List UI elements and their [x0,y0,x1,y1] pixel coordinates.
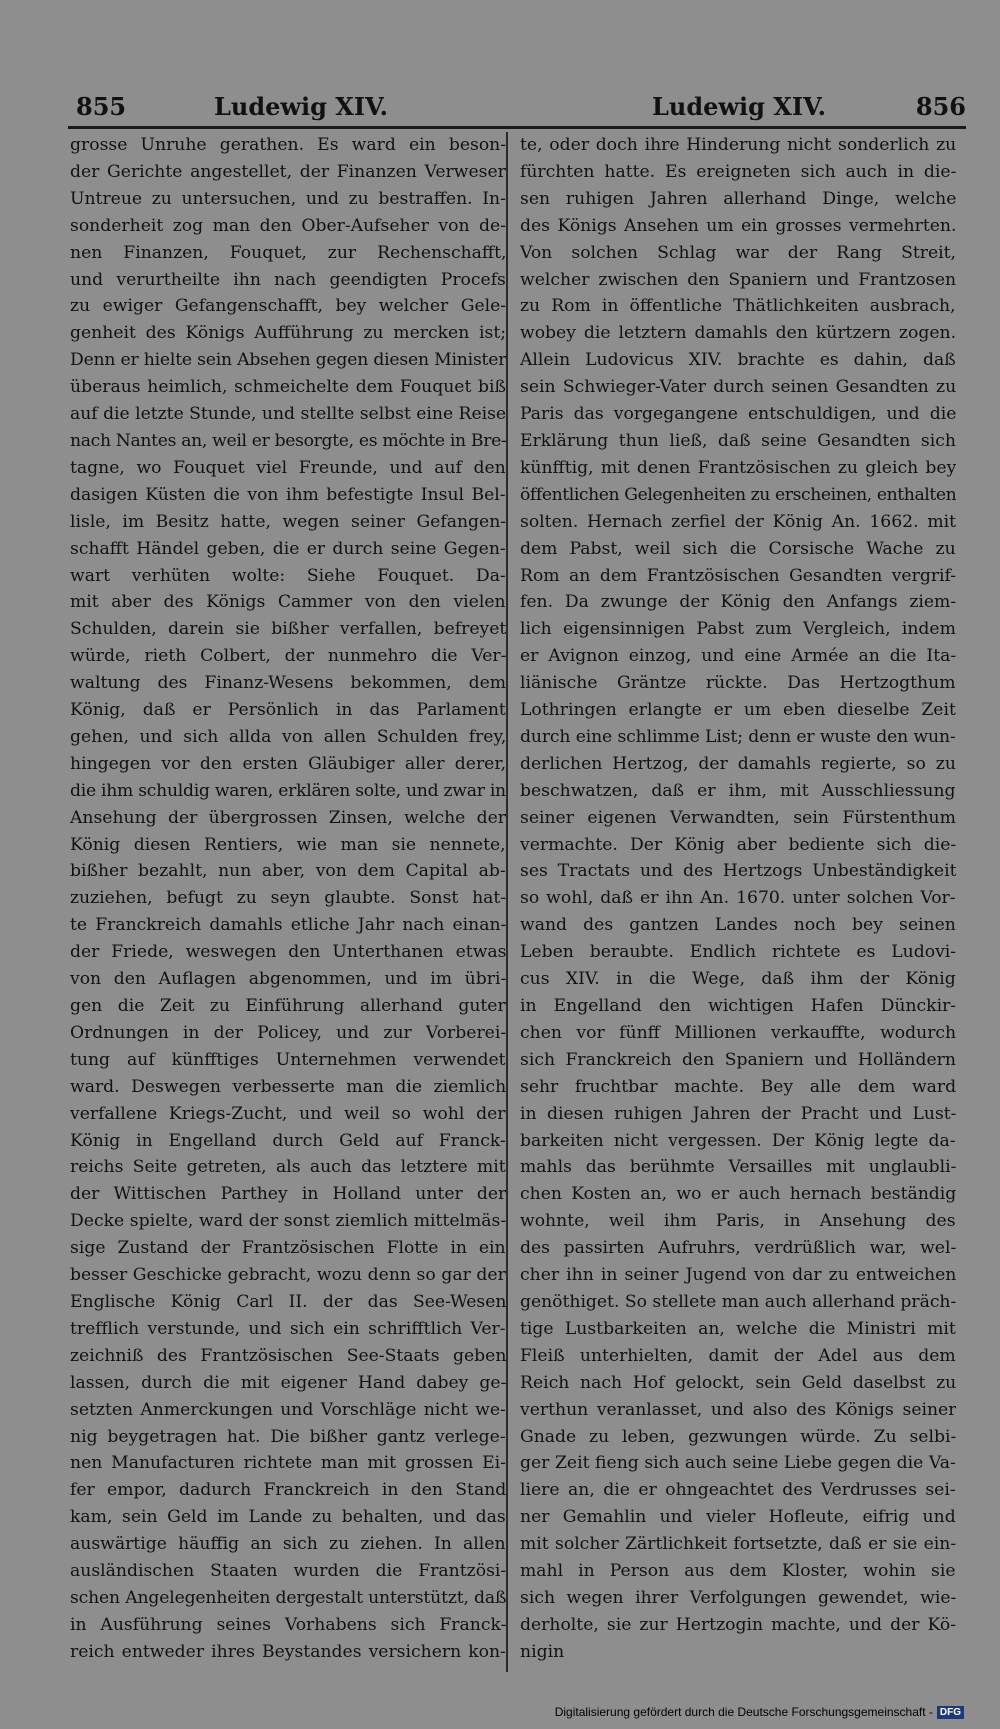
right-column [520,132,956,1666]
left-column [70,132,506,1666]
page-number-right: 856 [915,92,966,121]
text-line: Leben beraubte. Endlich richtete es Ludovi- [520,942,956,963]
text-line: mahls das berühmte Versailles mit unglaubli- [520,1157,956,1178]
text-line: Allein Ludovicus XIV. brachte es dahin, daß [520,350,956,371]
text-line: wart verhüten wolte: Siehe Fouquet. Da- [70,565,506,586]
text-line: öffentlichen Gelegenheiten zu erscheinen, enthalten [520,484,956,505]
text-line: in Ausführung seines Vorhabens sich Franck- [70,1614,506,1635]
text-line: wobey die letztern damahls den kürtzern zogen. [520,323,956,344]
page-number-left: 855 [76,92,127,121]
text-line: er Avignon einzog, und eine Armée an die Ita- [520,646,956,667]
text-line: verthun veranlasset, und also des Königs seiner [520,1399,956,1420]
text-line: künfftig, mit denen Frantzösischen zu gleich bey [520,457,956,478]
text-line: seiner eigenen Verwandten, sein Fürstenthum [520,807,956,828]
running-title-left: Ludewig XIV. [214,92,388,121]
text-line: des Königs Ansehen um ein grosses vermehrten. [520,215,956,236]
text-line: hingegen vor den ersten Gläubiger aller derer, [70,753,506,774]
text-line: Erklärung thun ließ, daß seine Gesandten sich [520,430,956,451]
text-line: zeichniß des Frantzösischen See-Staats geben [70,1345,506,1366]
text-line: cus XIV. in die Wege, daß ihm der König [520,969,956,990]
text-line: nigin [520,1641,565,1662]
text-line: ses Tractats und des Hertzogs Unbeständigkeit [520,861,956,882]
text-line: sige Zustand der Frantzösischen Flotte in ein [70,1238,506,1259]
header-rule [68,126,966,129]
text-line: beschwatzen, daß er ihm, mit Ausschliessung [520,780,956,801]
footer [555,1705,964,1719]
text-line: tige Lustbarkeiten an, welche die Ministri mit [520,1318,956,1339]
text-line: in diesen ruhigen Jahren der Pracht und Lust- [520,1103,956,1124]
text-line: ausländischen Staaten wurden die Frantzösi- [70,1561,506,1582]
text-line: solten. Hernach zerfiel der König An. 1662. mit [520,511,956,532]
text-line: sich Franckreich den Spaniern und Holländern [520,1049,956,1070]
text-line: zu Rom in öffentliche Thätlichkeiten ausbrach, [520,296,956,317]
text-line: Fleiß unterhielten, damit der Adel aus dem [520,1345,956,1366]
text-line: te Franckreich damahls etliche Jahr nach einan- [70,915,506,936]
page-header [66,84,966,124]
text-line: zu ewiger Gefangenschafft, bey welcher Gele- [70,296,506,317]
text-line: ger Zeit fieng sich auch seine Liebe gegen die Va- [520,1453,956,1474]
text-line: Von solchen Schlag war der Rang Streit, [520,242,956,263]
text-line: gen die Zeit zu Einführung allerhand guter [70,996,506,1016]
text-line: wand des gantzen Landes noch bey seinen [520,915,956,936]
text-line: grosse Unruhe gerathen. Es ward ein beson- [70,135,506,155]
text-line: genöthiget. So stellete man auch allerhand präch- [520,1291,956,1312]
text-line: und verurtheilte ihn nach geendigten Procefs [70,269,506,290]
text-line: auf die letzte Stunde, und stellte selbst eine Reise [70,404,506,425]
text-line: nen Finanzen, Fouquet, zur Rechenschafft, [70,242,506,263]
text-line: Paris das vorgegangene entschuldigen, und die [520,404,956,425]
text-line: in Engelland den wichtigen Hafen Dünckir- [520,996,956,1016]
text-line: der Friede, weswegen den Unterthanen etwas [70,942,506,963]
text-line: so wohl, daß er ihn An. 1670. unter solchen Vor- [520,888,956,909]
text-line: mahl in Person aus dem Kloster, wohin sie [520,1561,956,1582]
text-line: lich eigensinnigen Pabst zum Vergleich, indem [520,619,956,640]
text-line: sen ruhigen Jahren allerhand Dinge, welche [520,188,956,209]
text-line: Denn er hielte sein Absehen gegen diesen Minister [70,350,506,371]
text-line: König diesen Rentiers, wie man sie nennete, [70,834,506,855]
text-line: die ihm schuldig waren, erklären solte, und zwar in [70,780,506,801]
text-line: König, daß er Persönlich in das Parlament [70,700,506,721]
text-line: schafft Händel geben, die er durch seine Gegen- [70,538,506,559]
text-line: wohnte, weil ihm Paris, in Ansehung des [520,1211,956,1232]
text-line: cher ihn in seiner Jugend von dar zu entweichen [520,1265,956,1286]
text-line: setzten Anmerckungen und Vorschläge nicht we- [70,1399,506,1420]
text-line: chen Kosten an, wo er auch hernach beständig [520,1184,956,1205]
text-line: Ordnungen in der Policey, und zur Vorberei- [70,1022,506,1043]
text-line: kam, sein Geld im Lande zu behalten, und das [70,1507,506,1528]
text-line: sehr fruchtbar machte. Bey alle dem ward [520,1076,956,1097]
text-line: mit solcher Zärtlichkeit fortsetzte, daß er sie ein- [520,1534,956,1555]
text-line: liänische Gräntze rückte. Das Hertzogthum [520,673,956,694]
text-line: Gnade zu leben, gezwungen würde. Zu selbi- [520,1426,956,1447]
text-line: lisle, im Besitz hatte, wegen seiner Gefangen- [70,511,506,532]
text-line: des passirten Aufruhrs, verdrüßlich war, wel- [520,1238,956,1259]
column-divider [506,132,508,1672]
text-line: Englische König Carl II. der das See-Wesen [70,1291,506,1312]
text-line: dasigen Küsten die von ihm befestigte Insul Bel- [70,484,506,505]
text-line: te, oder doch ihre Hinderung nicht sonderlich zu [520,135,956,155]
text-line: fer empor, dadurch Franckreich in den Stand [70,1480,506,1501]
text-line: gehen, und sich allda von allen Schulden frey, [70,726,506,747]
text-line: auswärtige häuffig an sich zu ziehen. In allen [70,1534,506,1555]
text-line: derholte, sie zur Hertzogin machte, und der Kö- [520,1614,956,1635]
text-line: Untreue zu untersuchen, und zu bestraffen. In- [70,188,506,209]
text-line: sein Schwieger-Vater durch seinen Gesandten zu [520,377,956,398]
text-line: Schulden, darein sie bißher verfallen, befreyet [70,619,506,640]
text-line: würde, rieth Colbert, der nunmehro die Ver- [70,646,506,667]
text-line: zuziehen, befugt zu seyn glaubte. Sonst hat- [70,888,506,909]
text-line: sich wegen ihrer Verfolgungen gewendet, wie- [520,1587,956,1608]
text-line: vermachte. Der König aber bediente sich die- [520,834,956,855]
text-line: dem Pabst, weil sich die Corsische Wache zu [520,538,956,559]
text-line: derlichen Hertzog, der damahls regierte, so zu [520,753,956,774]
text-line: liere an, die er ohngeachtet des Verdrusses sei- [520,1480,956,1501]
text-line: tung auf künfftiges Unternehmen verwendet [70,1049,506,1070]
text-line: überaus heimlich, schmeichelte dem Fouquet biß [70,377,506,398]
text-line: Decke spielte, ward der sonst ziemlich mittelmäs- [70,1211,506,1232]
text-line: fürchten hatte. Es ereigneten sich auch in die- [520,161,956,182]
footer-credit: Digitalisierung gefördert durch die Deutsche Forschungsgemeinschaft - [554,1705,933,1719]
text-line: Lothringen erlangte er um eben dieselbe Zeit [520,700,956,721]
text-line: besser Geschicke gebracht, wozu denn so gar der [70,1265,506,1286]
text-line: verfallene Kriegs-Zucht, und weil so wohl der [70,1103,506,1124]
text-line: welcher zwischen den Spaniern und Frantzosen [520,269,956,290]
text-line: bißher bezahlt, nun aber, von dem Capital ab- [70,861,506,882]
text-line: mit aber des Königs Cammer von den vielen [70,592,506,613]
text-line: durch eine schlimme List; denn er wuste den wun- [520,726,956,747]
running-title-right: Ludewig XIV. [652,92,826,121]
text-line: nig beygetragen hat. Die bißher gantz verlege- [70,1426,506,1447]
text-line: von den Auflagen abgenommen, und im übri- [70,969,506,990]
text-line: Rom an dem Frantzösischen Gesandten vergrif- [520,565,956,586]
text-line: schen Angelegenheiten dergestalt unterstützt, daß [70,1587,506,1608]
text-line: waltung des Finanz-Wesens bekommen, dem [70,673,506,694]
text-line: der Gerichte angestellet, der Finanzen Verweser [70,161,506,182]
text-line: lassen, durch die mit eigener Hand dabey ge- [70,1372,506,1393]
text-line: der Wittischen Parthey in Holland unter der [70,1184,506,1205]
text-line: König in Engelland durch Geld auf Franck- [70,1130,506,1151]
text-line: reich entweder ihres Beystandes versichern kon- [70,1641,506,1662]
text-line: tagne, wo Fouquet viel Freunde, und auf den [70,457,506,478]
text-line: chen vor fünff Millionen verkauffte, wodurch [520,1022,956,1043]
text-line: nen Manufacturen richtete man mit grossen Ei- [70,1453,506,1474]
text-line: fen. Da zwunge der König den Anfangs ziem- [520,592,956,613]
text-line: reichs Seite getreten, als auch das letztere mit [70,1157,506,1178]
text-line: barkeiten nicht vergessen. Der König legte da- [520,1130,956,1151]
text-line: ner Gemahlin und vieler Hofleute, eifrig und [520,1507,956,1528]
text-line: nach Nantes an, weil er besorgte, es möchte in Bre- [70,430,506,451]
text-line: sonderheit zog man den Ober-Aufseher von de- [70,215,506,236]
text-line: genheit des Königs Aufführung zu mercken ist; [70,323,506,344]
text-line: trefflich verstunde, und sich ein schrifftlich Ver- [70,1318,506,1339]
dfg-logo: DFG [937,1706,964,1719]
text-line: ward. Deswegen verbesserte man die ziemlich [70,1076,506,1097]
text-line: Ansehung der übergrossen Zinsen, welche der [70,807,506,828]
text-line: Reich nach Hof gelockt, sein Geld daselbst zu [520,1372,956,1393]
